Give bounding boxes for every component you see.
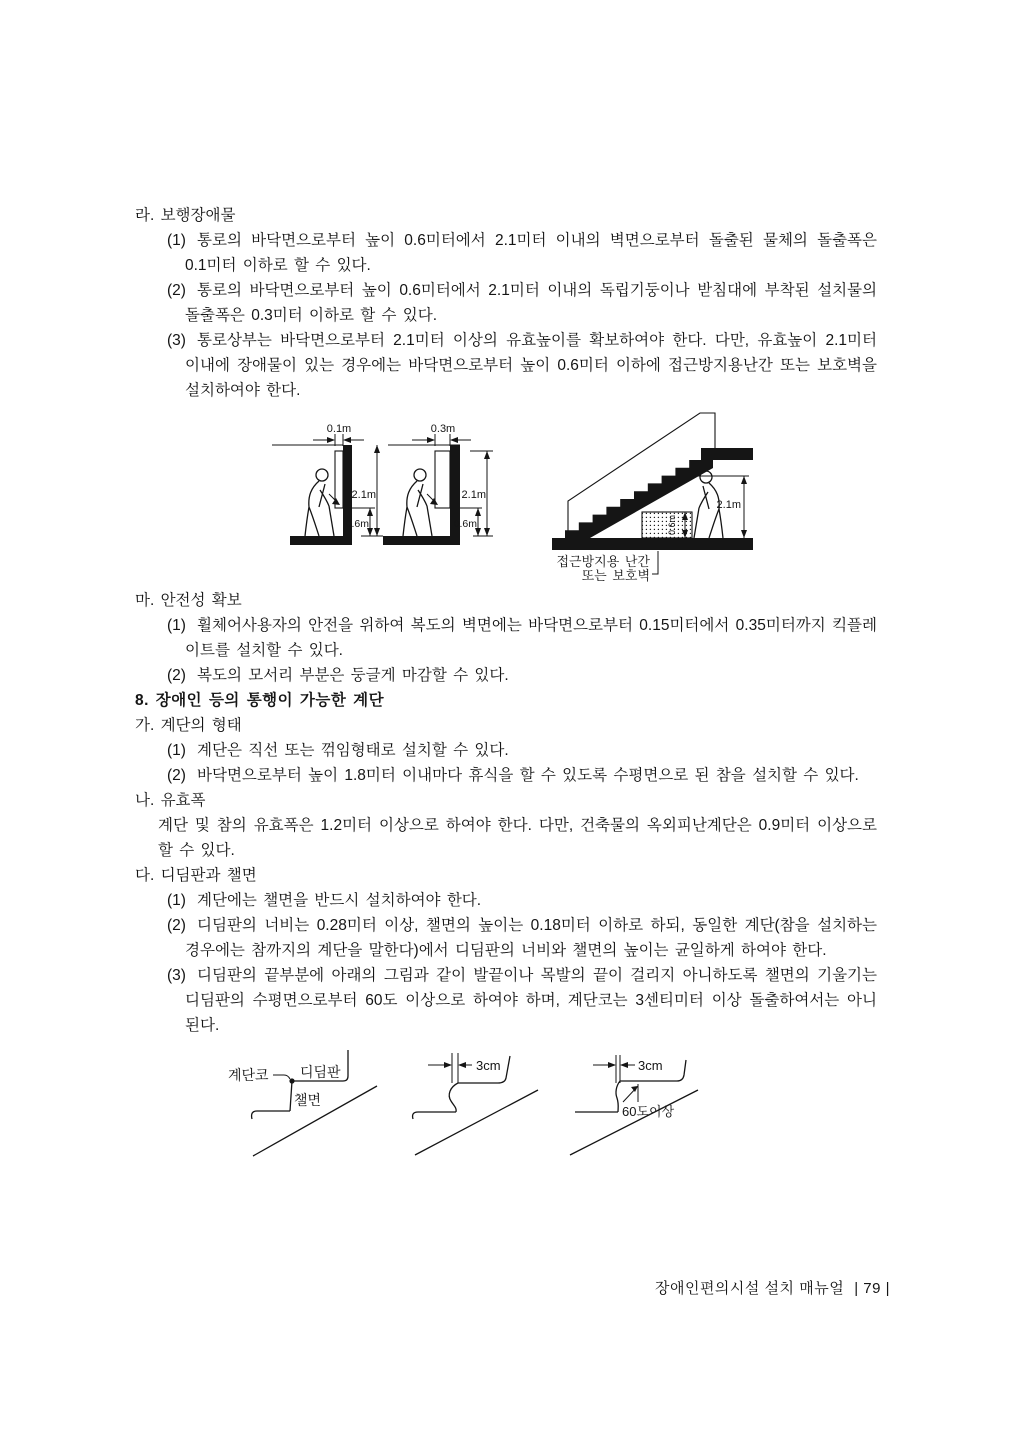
figure-caption: 또는 보호벽 <box>581 568 650 583</box>
dim-label: 0.3m <box>430 423 456 435</box>
item-ma-1 <box>135 613 877 663</box>
item-text: 디딤판의 너비는 0.28미터 이상, 챌면의 높이는 0.18미터 이하로 하되, 동일한 계단(참을 설치하는 경우에는 참까지의 계단을 말한다)에서 디딤판의 너비와 챌면의 높이는 균일하게 하여야 한다. <box>185 917 877 959</box>
item-ra-1 <box>135 228 877 278</box>
item-text: 통로의 바닥면으로부터 높이 0.6미터에서 2.1미터 이내의 벽면으로부터 돌출된 물체의 돌출폭은 0.1미터 이하로 할 수 있다. <box>185 232 877 274</box>
label-nosing: 계단코 <box>228 1067 269 1083</box>
item-number: (1) <box>167 232 186 249</box>
item-number: (3) <box>167 967 186 984</box>
item-ga-1 <box>135 738 877 763</box>
item-text: 통로상부는 바닥면으로부터 2.1미터 이상의 유효높이를 확보하여야 한다. 다만, 유효높이 2.1미터 이내에 장애물이 있는 경우에는 바닥면으로부터 높이 0.6미터 이하에 접근방지용난간 또는 보호벽을 설치하여야 한다. <box>185 332 877 399</box>
item-text: 복도의 모서리 부분은 둥글게 마감할 수 있다. <box>197 667 509 684</box>
dim-label: 0.1m <box>326 423 352 435</box>
heading-na: 나. 유효폭 <box>135 792 206 809</box>
dim-label: 0.6m <box>453 518 477 530</box>
obstacle-wall-diagram <box>272 423 383 545</box>
item-number: (1) <box>167 742 186 759</box>
item-text: 계단은 직선 또는 꺾임형태로 설치할 수 있다. <box>197 742 509 759</box>
heading-section-8: 8. 장애인 등의 통행이 가능한 계단 <box>135 692 385 709</box>
body-na: 계단 및 참의 유효폭은 1.2미터 이상으로 하여야 한다. 다만, 건축물의 옥외피난계단은 0.9미터 이상으로 할 수 있다. <box>158 817 877 859</box>
page-footer <box>655 1277 890 1298</box>
tread-profile-diagram-3 <box>570 1055 698 1155</box>
heading-ma: 마. 안전성 확보 <box>135 592 242 609</box>
figure-tread-profiles <box>200 1048 760 1188</box>
stair-underpass-diagram <box>552 413 753 583</box>
footer-title: 장애인편의시설 설치 매뉴얼 <box>654 1280 845 1297</box>
item-number: (1) <box>167 892 186 909</box>
item-number: (2) <box>167 282 186 299</box>
heading-da: 다. 디딤판과 챌면 <box>135 867 257 884</box>
label-angle: 60도이상 <box>622 1104 675 1119</box>
heading-ra: 라. 보행장애물 <box>135 207 236 224</box>
tread-profiles-svg <box>200 1048 760 1188</box>
item-text: 통로의 바닥면으로부터 높이 0.6미터에서 2.1미터 이내의 독립기둥이나 받침대에 부착된 설치물의 돌출폭은 0.3미터 이하로 할 수 있다. <box>185 282 877 324</box>
item-text: 휠체어사용자의 안전을 위하여 복도의 벽면에는 바닥면으로부터 0.15미터에서 0.35미터까지 킥플레이트를 설치할 수 있다. <box>185 617 877 659</box>
item-text: 디딤판의 끝부분에 아래의 그림과 같이 발끝이나 목발의 끝이 걸리지 아니하도록 챌면의 기울기는 디딤판의 수평면으로부터 60도 이상으로 하여야 하며, 계단코는 3센티미터 이상 돌출하여서는 아니된다. <box>185 967 877 1034</box>
obstacle-post-diagram <box>383 423 493 545</box>
dim-label: 2.1m <box>716 499 741 511</box>
item-number: (2) <box>167 767 186 784</box>
item-ga-2 <box>135 763 877 788</box>
heading-ga: 가. 계단의 형태 <box>135 717 242 734</box>
item-da-2 <box>135 913 877 963</box>
item-number: (2) <box>167 917 186 934</box>
item-text: 계단에는 챌면을 반드시 설치하여야 한다. <box>197 892 482 909</box>
dim-label: 3cm <box>638 1058 663 1073</box>
dim-label: 0.6m <box>345 518 369 530</box>
item-da-1 <box>135 888 877 913</box>
item-number: (1) <box>167 617 186 634</box>
figure-caption: 접근방지용 난간 <box>556 554 650 569</box>
tread-profile-diagram-1 <box>228 1050 377 1156</box>
obstacle-diagrams-svg <box>265 408 825 588</box>
dim-label: 3cm <box>476 1058 501 1073</box>
item-ra-2 <box>135 278 877 328</box>
item-text: 바닥면으로부터 높이 1.8미터 이내마다 휴식을 할 수 있도록 수평면으로 된 참을 설치할 수 있다. <box>197 767 859 784</box>
label-riser: 챌면 <box>294 1092 322 1108</box>
dim-label: 2.1m <box>461 489 486 501</box>
item-ma-2 <box>135 663 877 688</box>
dim-label: 0.6m <box>667 514 677 536</box>
item-da-3 <box>135 963 877 1038</box>
footer-page-number: | 79 | <box>854 1280 890 1297</box>
item-number: (3) <box>167 332 186 349</box>
label-tread: 디딤판 <box>300 1064 341 1080</box>
item-number: (2) <box>167 667 186 684</box>
item-ra-3 <box>135 328 877 403</box>
dim-label: 2.1m <box>351 489 376 501</box>
tread-profile-diagram-2 <box>413 1053 538 1155</box>
figure-obstacle-diagrams <box>265 408 825 588</box>
